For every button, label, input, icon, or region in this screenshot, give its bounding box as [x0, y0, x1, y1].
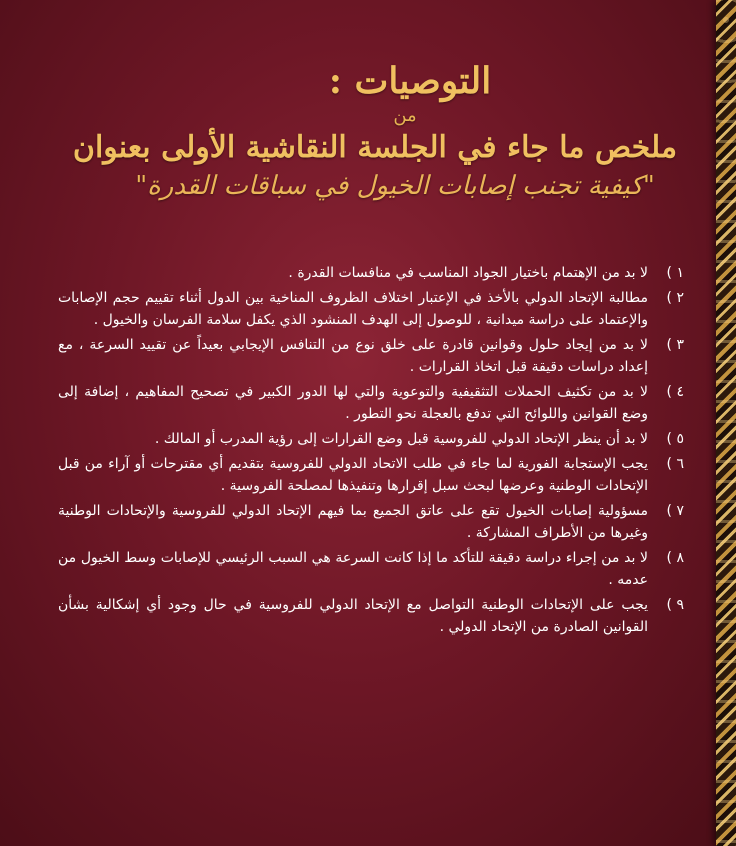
recommendation-item [58, 262, 684, 284]
page-title: التوصيات : [328, 60, 492, 102]
recommendation-item [58, 547, 684, 591]
document-header [30, 58, 720, 204]
recommendation-number: ٩ ) [666, 597, 684, 613]
title-connector: من [393, 105, 417, 126]
recommendation-number: ٢ ) [666, 290, 684, 306]
recommendations-list [58, 262, 684, 641]
recommendation-text: لا بد من الإهتمام باختيار الجواد المناسب في منافسات القدرة . [288, 265, 648, 281]
recommendation-item [58, 453, 684, 497]
recommendation-number: ٤ ) [666, 384, 684, 400]
recommendation-text: يجب على الإتحادات الوطنية التواصل مع الإتحاد الدولي للفروسية في حال وجود أي إشكالية بشأن القوانين الصادرة من الإتحاد الدولي . [58, 597, 648, 635]
recommendation-number: ١ ) [666, 265, 684, 281]
page-subtitle: ملخص ما جاء في الجلسة النقاشية الأولى بعنوان [72, 130, 678, 165]
recommendation-text: مسؤولية إصابات الخيول تقع على عاتق الجميع بما فيهم الإتحاد الدولي للفروسية والإتحادات الوطنية وغيرها من الأطراف المشاركة . [58, 503, 648, 541]
recommendation-text: يجب الإستجابة الفورية لما جاء في طلب الاتحاد الدولي للفروسية بتقديم أي مقترحات أو آراء من قبل الإتحادات الوطنية وعرضها لبحث سبل إقرارها وتنفيذها لمصلحة الفروسية . [58, 456, 648, 494]
recommendation-item [58, 381, 684, 425]
recommendation-item [58, 287, 684, 331]
recommendation-text: مطالبة الإتحاد الدولي بالأخذ في الإعتبار اختلاف الظروف المناخية بين الدول أثناء تقييم حجم الإصابات والإعتماد على دراسة ميدانية ، للوصول إلى الهدف المنشود الذي يكفل سلامة الفرسان والخيول . [58, 290, 648, 328]
recommendation-text: لا بد أن ينظر الإتحاد الدولي للفروسية قبل وضع القرارات إلى رؤية المدرب أو المالك . [154, 431, 648, 447]
recommendation-number: ٦ ) [666, 456, 684, 472]
recommendation-item [58, 594, 684, 638]
recommendation-number: ٣ ) [666, 337, 684, 353]
session-title-quote: "كيفية تجنب إصابات الخيول في سباقات القدرة" [135, 171, 655, 201]
recommendation-text: لا بد من تكثيف الحملات التثقيفية والتوعوية والتي لها الدور الكبير في تصحيح المفاهيم ، إضافة إلى وضع القوانين واللوائح التي تدفع بالعجلة نحو التطور . [58, 384, 648, 422]
recommendation-text: لا بد من إجراء دراسة دقيقة للتأكد ما إذا كانت السرعة هي السبب الرئيسي للإصابات وسط الخيول من عدمه . [58, 550, 648, 588]
recommendation-text: لا بد من إيجاد حلول وقوانين قادرة على خلق نوع من التنافس الإيجابي بعيداً عن تقييد السرعة ، مع إعداد دراسات دقيقة قبل اتخاذ القرارات . [58, 337, 648, 375]
recommendation-item [58, 428, 684, 450]
recommendation-item [58, 500, 684, 544]
recommendation-number: ٨ ) [666, 550, 684, 566]
recommendation-item [58, 334, 684, 378]
recommendation-number: ٧ ) [666, 503, 684, 519]
recommendation-number: ٥ ) [666, 431, 684, 447]
